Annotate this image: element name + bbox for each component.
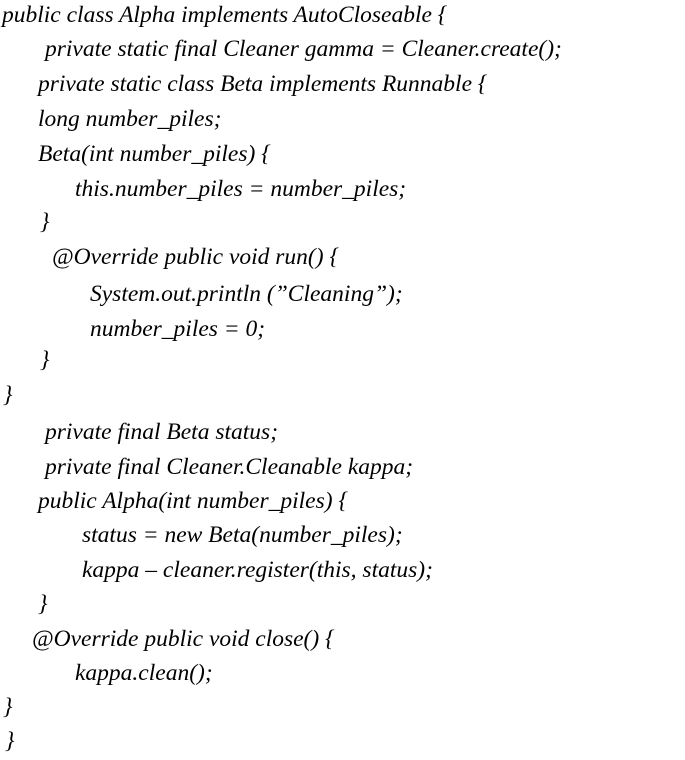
code-line-13: private final Beta status; [45, 419, 279, 445]
code-line-20: kappa.clean(); [75, 660, 213, 686]
code-line-18: } [38, 591, 48, 617]
code-line-8: @Override public void run() { [52, 244, 339, 270]
code-line-22: } [5, 728, 15, 754]
code-line-17: kappa – cleaner.register(this, status); [82, 557, 433, 583]
code-line-11: } [40, 347, 50, 373]
code-line-12: } [3, 382, 13, 408]
code-line-6: this.number_piles = number_piles; [75, 176, 407, 202]
code-line-4: long number_piles; [38, 106, 222, 132]
code-line-3: private static class Beta implements Runnable { [38, 71, 488, 97]
code-line-1: public class Alpha implements AutoCloseable { [2, 2, 448, 28]
code-line-14: private final Cleaner.Cleanable kappa; [45, 454, 414, 480]
code-line-2: private static final Cleaner gamma = Cleaner.create(); [45, 36, 562, 62]
code-line-16: status = new Beta(number_piles); [82, 522, 403, 548]
code-line-7: } [40, 209, 50, 235]
code-line-19: @Override public void close() { [32, 626, 335, 652]
code-line-15: public Alpha(int number_piles) { [38, 488, 348, 514]
code-line-9: System.out.println (”Cleaning”); [90, 281, 403, 307]
code-line-5: Beta(int number_piles) { [38, 141, 271, 167]
code-line-21: } [3, 694, 13, 720]
code-line-10: number_piles = 0; [90, 316, 266, 342]
